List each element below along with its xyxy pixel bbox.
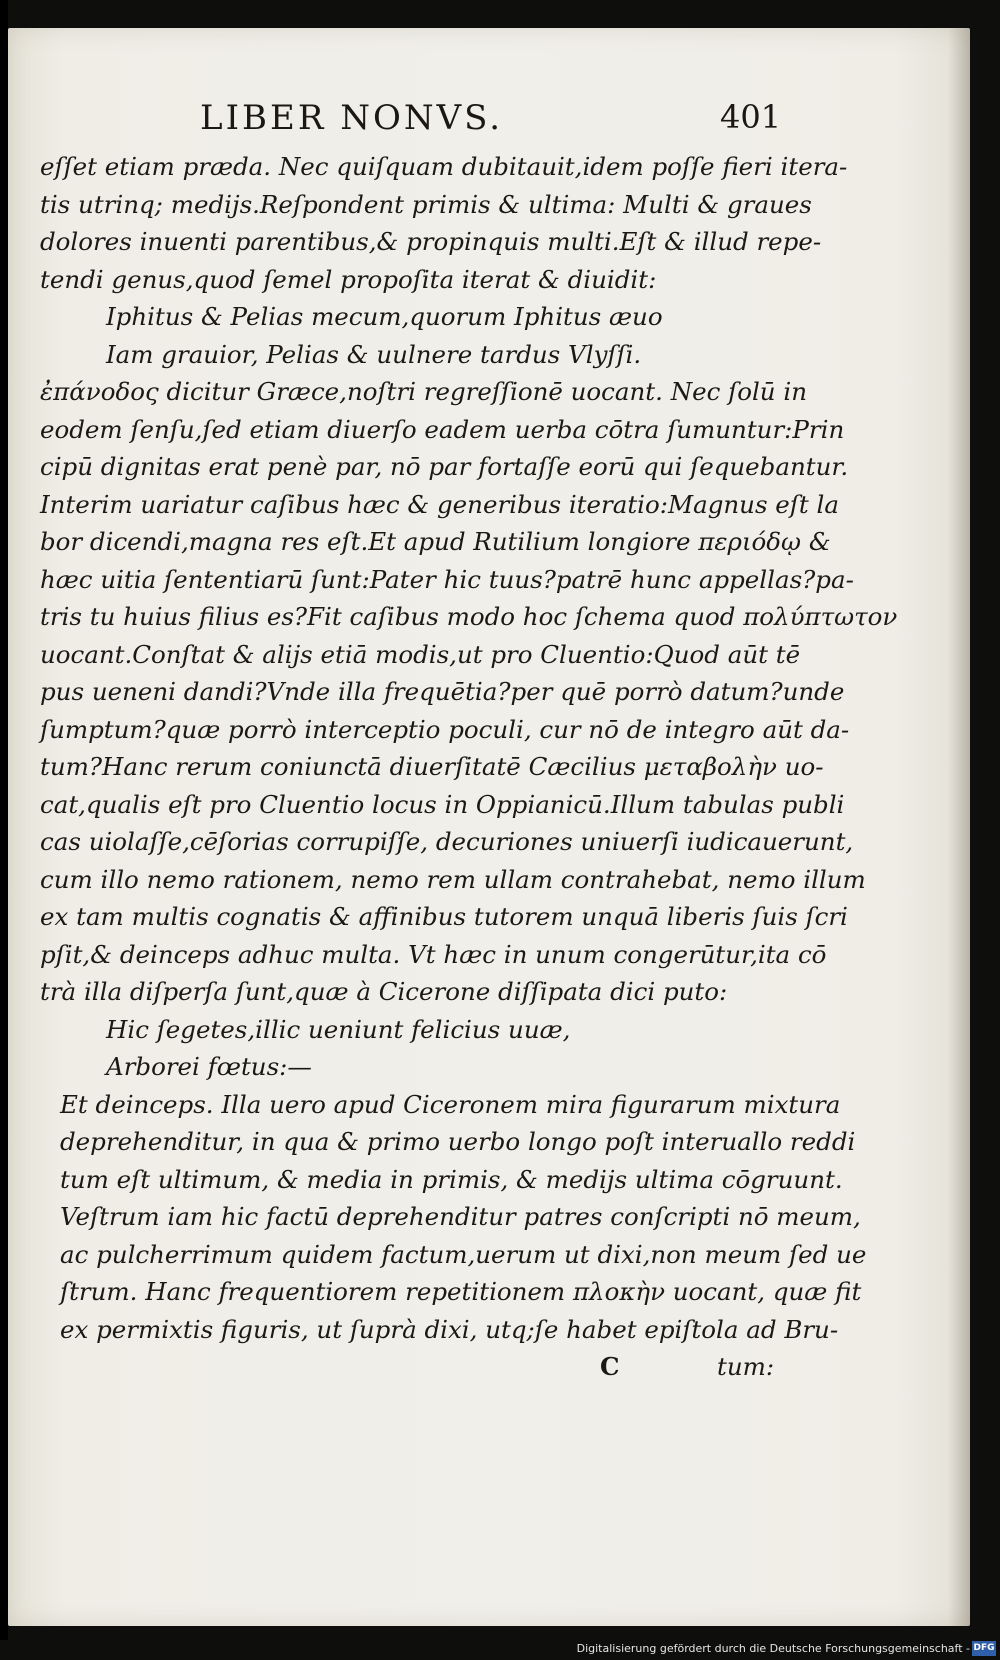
- page-number: 401: [720, 98, 782, 136]
- text-line-22: pſit,& deinceps adhuc multa. Vt hæc in unum congerūtur,ita cō: [40, 939, 827, 969]
- text-line-7: ἐπάνοδος dicitur Græce,noſtri regreſſionē uocant. Nec ſolū in: [40, 377, 807, 406]
- catchword: tum:: [717, 1352, 775, 1381]
- text-line-17: tum?Hanc rerum coniunctā diuerſitatē Cæcilius μεταβολὴν uo-: [40, 752, 824, 781]
- running-head: LIBER NONVS.: [200, 98, 504, 138]
- text-line-20: cum illo nemo rationem, nemo rem ullam contrahebat, nemo illum: [40, 864, 866, 894]
- dfg-logo: DFG: [972, 1641, 996, 1656]
- text-line-12: hæc uitia ſententiarū ſunt:Pater hic tuus?patrē hunc appellas?pa-: [40, 564, 854, 594]
- text-line-18: cat,qualis eſt pro Cluentio locus in Oppianicū.Illum tabulas publi: [40, 789, 845, 819]
- text-line-29: Veſtrum iam hic factū deprehenditur patres conſcripti nō meum,: [60, 1202, 861, 1231]
- scan-left-edge: [0, 0, 8, 1660]
- verse-line-1: Iphitus & Pelias mecum,quorum Iphitus æuo: [106, 302, 663, 331]
- text-line-11: bor dicendi,magna res eſt.Et apud Rutilium longiore περιόδῳ &: [40, 527, 831, 556]
- text-line-26: Et deinceps. Illa uero apud Ciceronem mira figurarum mixtura: [60, 1089, 841, 1119]
- text-line-14: uocant.Conſtat & alijs etiā modis,ut pro Cluentio:Quod aūt tē: [40, 639, 801, 669]
- page-gutter-shadow: [948, 28, 970, 1626]
- catchword-row: [40, 1348, 780, 1386]
- text-line-28: tum eſt ultimum, & media in primis, & medijs ultima cōgruunt.: [60, 1164, 843, 1194]
- footer-credit: Digitalisierung gefördert durch die Deutsche Forschungsgemeinschaft -: [576, 1642, 970, 1655]
- text-line-16: ſumptum?quæ porrò interceptio poculi, cur nō de integro aūt da-: [40, 714, 850, 744]
- verse-line-2: Iam grauior, Pelias & uulnere tardus Vlyſſi.: [106, 339, 642, 369]
- text-line-9: cipū dignitas erat penè par, nō par fortaſſe eorū qui ſequebantur.: [40, 452, 849, 481]
- text-line-30: ac pulcherrimum quidem factum,uerum ut dixi,non meum ſed ue: [60, 1239, 867, 1269]
- text-line-3: dolores inuenti parentibus,& propinquis multi.Eſt & illud repe-: [40, 227, 822, 256]
- text-line-1: eſſet etiam præda. Nec quiſquam dubitauit,idem poſſe fieri itera-: [40, 152, 848, 181]
- signature-mark: C: [600, 1352, 620, 1381]
- text-line-15: pus ueneni dandi?Vnde illa frequētia?per quē porrò datum?unde: [40, 677, 845, 706]
- text-line-23: trà illa diſperſa ſunt,quæ à Cicerone diſſipata dici puto:: [40, 977, 728, 1006]
- text-line-10: Interim uariatur caſibus hæc & generibus iteratio:Magnus eſt la: [40, 489, 839, 519]
- text-line-32: ex permixtis figuris, ut ſuprà dixi, utq;ſe habet epiſtola ad Bru-: [60, 1314, 839, 1344]
- verse-line-3: Hic ſegetes,illic ueniunt felicius uuæ,: [106, 1014, 571, 1044]
- body-text: [40, 148, 898, 1386]
- text-line-27: deprehenditur, in qua & primo uerbo longo poſt interuallo reddi: [60, 1127, 856, 1156]
- text-line-4: tendi genus,quod ſemel propoſita iterat & diuidit:: [40, 264, 657, 294]
- verse-line-4: Arborei fœtus:—: [106, 1052, 312, 1081]
- text-line-13: tris tu huius filius es?Fit caſibus modo hoc ſchema quod πολύπτωτον: [40, 602, 898, 631]
- text-line-2: tis utrinq; medijs.Reſpondent primis & ultima: Multi & graues: [40, 189, 812, 219]
- text-line-19: cas uiolaſſe,cēſorias corrupiſſe, decuriones uniuerſi iudicauerunt,: [40, 827, 854, 856]
- text-line-31: ſtrum. Hanc frequentiorem repetitionem πλοκὴν uocant, quæ fit: [60, 1277, 862, 1306]
- text-line-8: eodem ſenſu,ſed etiam diuerſo eadem uerba cōtra ſumuntur:Prin: [40, 414, 845, 444]
- text-line-21: ex tam multis cognatis & affinibus tutorem unquā liberis ſuis ſcri: [40, 902, 848, 931]
